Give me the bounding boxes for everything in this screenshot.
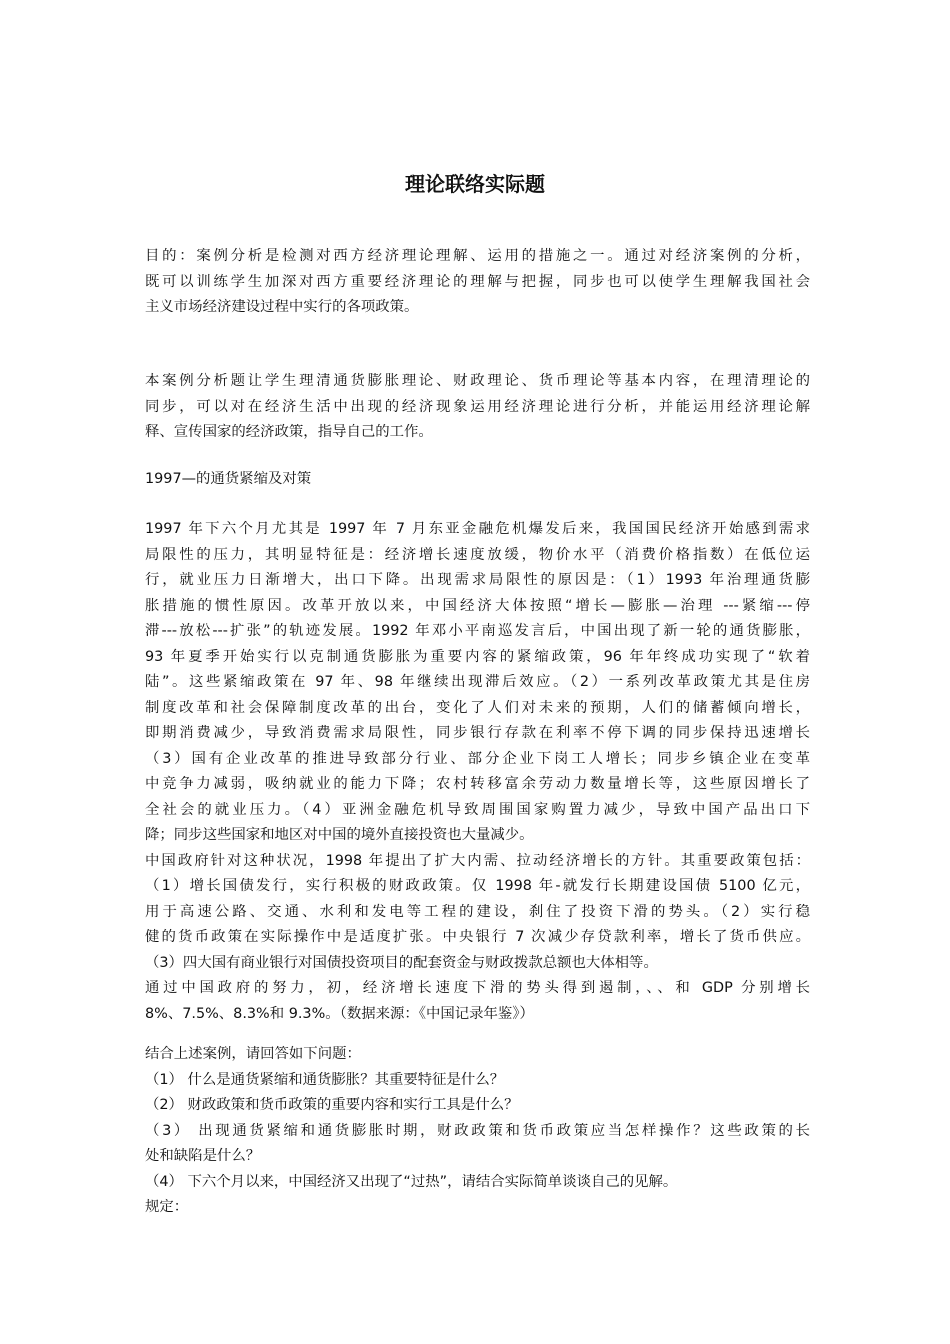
case-line: （1）增长国债发行，实行积极的财政政策。仅 1998 年-就发行长期建设国债 5100 亿元，: [145, 878, 810, 894]
requirements-label: 规定：: [145, 1199, 189, 1215]
intro-line: 释、宣传国家的经济政策，指导自己的工作。: [145, 424, 433, 440]
case-line: 制度改革和社会保障制度改革的出台，变化了人们对未来的预期，人们的储蓄倾向增长，: [145, 699, 810, 716]
case-heading-text: 1997—的通货紧缩及对策: [145, 471, 312, 487]
case-line: 局限性的压力，其明显特征是：经济增长速度放缓，物价水平（消费价格指数）在低位运: [145, 546, 810, 563]
case-heading: [145, 467, 810, 493]
case-line: 健的货币政策在实际操作中是适度扩张。中央银行 7 次减少存贷款利率，增长了货币供应。: [145, 929, 810, 945]
case-line: （3）四大国有商业银行对国债投资项目的配套资金与财政拨款总额也大体相等。: [145, 954, 658, 971]
case-line: 降；同步这些国家和地区对中国的境外直接投资也大量减少。: [145, 827, 534, 843]
case-line: 中国政府针对这种状况，1998 年提出了扩大内需、拉动经济增长的方针。其重要政策包括：: [145, 852, 810, 869]
case-line: 陆”。这些紧缩政策在 97 年、98 年继续出现滞后效应。（2）一系列改革政策尤其是住房: [145, 674, 810, 690]
case-line: 93 年夏季开始实行以克制通货膨胀为重要内容的紧缩政策，96 年年终成功实现了“软着: [145, 648, 810, 665]
case-line: 1997 年下六个月尤其是 1997 年 7 月东亚金融危机爆发后来，我国国民经济开始感到需求: [145, 521, 810, 537]
question-item: （3） 出现通货紧缩和通货膨胀时期，财政政策和货币政策应当怎样操作？这些政策的长: [145, 1122, 810, 1139]
case-line: 滞---放松---扩张”的轨迹发展。1992 年邓小平南巡发言后，中国出现了新一轮的通货膨胀，: [145, 623, 810, 639]
case-paragraph: [145, 517, 810, 1027]
case-line: 全社会的就业压力。（4）亚洲金融危机导致周围国家购置力减少，导致中国产品出口下: [145, 801, 810, 818]
case-line: 用于高速公路、交通、水利和发电等工程的建设，刹住了投资下滑的势头。（2）实行稳: [145, 903, 810, 920]
purpose-line: 目的：案例分析是检测对西方经济理论理解、运用的措施之一。通过对经济案例的分析，: [145, 248, 810, 264]
questions-intro: 结合上述案例，请回答如下问题：: [145, 1046, 361, 1062]
intro-line: 本案例分析题让学生理清通货膨胀理论、财政理论、货币理论等基本内容，在理清理论的: [145, 373, 810, 389]
question-item: （1） 什么是通货紧缩和通货膨胀？其重要特征是什么？: [145, 1071, 505, 1088]
purpose-line: 主义市场经济建设过程中实行的各项政策。: [145, 299, 419, 315]
purpose-line: 既可以训练学生加深对西方重要经济理论的理解与把握，同步也可以使学生理解我国社会: [145, 273, 810, 290]
case-line: （3）国有企业改革的推进导致部分行业、部分企业下岗工人增长；同步乡镇企业在变革: [145, 750, 810, 767]
case-line: 胀措施的惯性原因。改革开放以来，中国经济大体按照“增长—膨胀—治理 ---紧缩---停: [145, 597, 810, 614]
purpose-paragraph: [145, 244, 810, 321]
question-item: （4） 下六个月以来，中国经济又出现了“过热”，请结合实际简单谈谈自己的见解。: [145, 1173, 678, 1190]
questions-section: [145, 1042, 810, 1221]
case-line: 8%、7.5%、8.3%和 9.3%。（数据来源：《中国记录年鉴》）: [145, 1005, 534, 1022]
case-line: 中竞争力减弱，吸纳就业的能力下降；农村转移富余劳动力数量增长等，这些原因增长了: [145, 776, 810, 792]
question-item: （2） 财政政策和货币政策的重要内容和实行工具是什么？: [145, 1097, 519, 1113]
question-item-continued: 处和缺陷是什么？: [145, 1148, 261, 1164]
case-line: 即期消费减少，导致消费需求局限性，同步银行存款在利率不停下调的同步保持迅速增长: [145, 725, 810, 741]
document-title: 理论联络实际题: [405, 172, 545, 196]
intro-paragraph: [145, 369, 810, 446]
case-line: 通过中国政府的努力，初，经济增长速度下滑的势头得到遏制，、、和 GDP 分别增长: [145, 980, 810, 996]
intro-line: 同步，可以对在经济生活中出现的经济现象运用经济理论进行分析，并能运用经济理论解: [145, 398, 810, 415]
case-line: 行，就业压力日渐增大，出口下降。出现需求局限性的原因是：（1）1993 年治理通货膨: [145, 572, 810, 588]
